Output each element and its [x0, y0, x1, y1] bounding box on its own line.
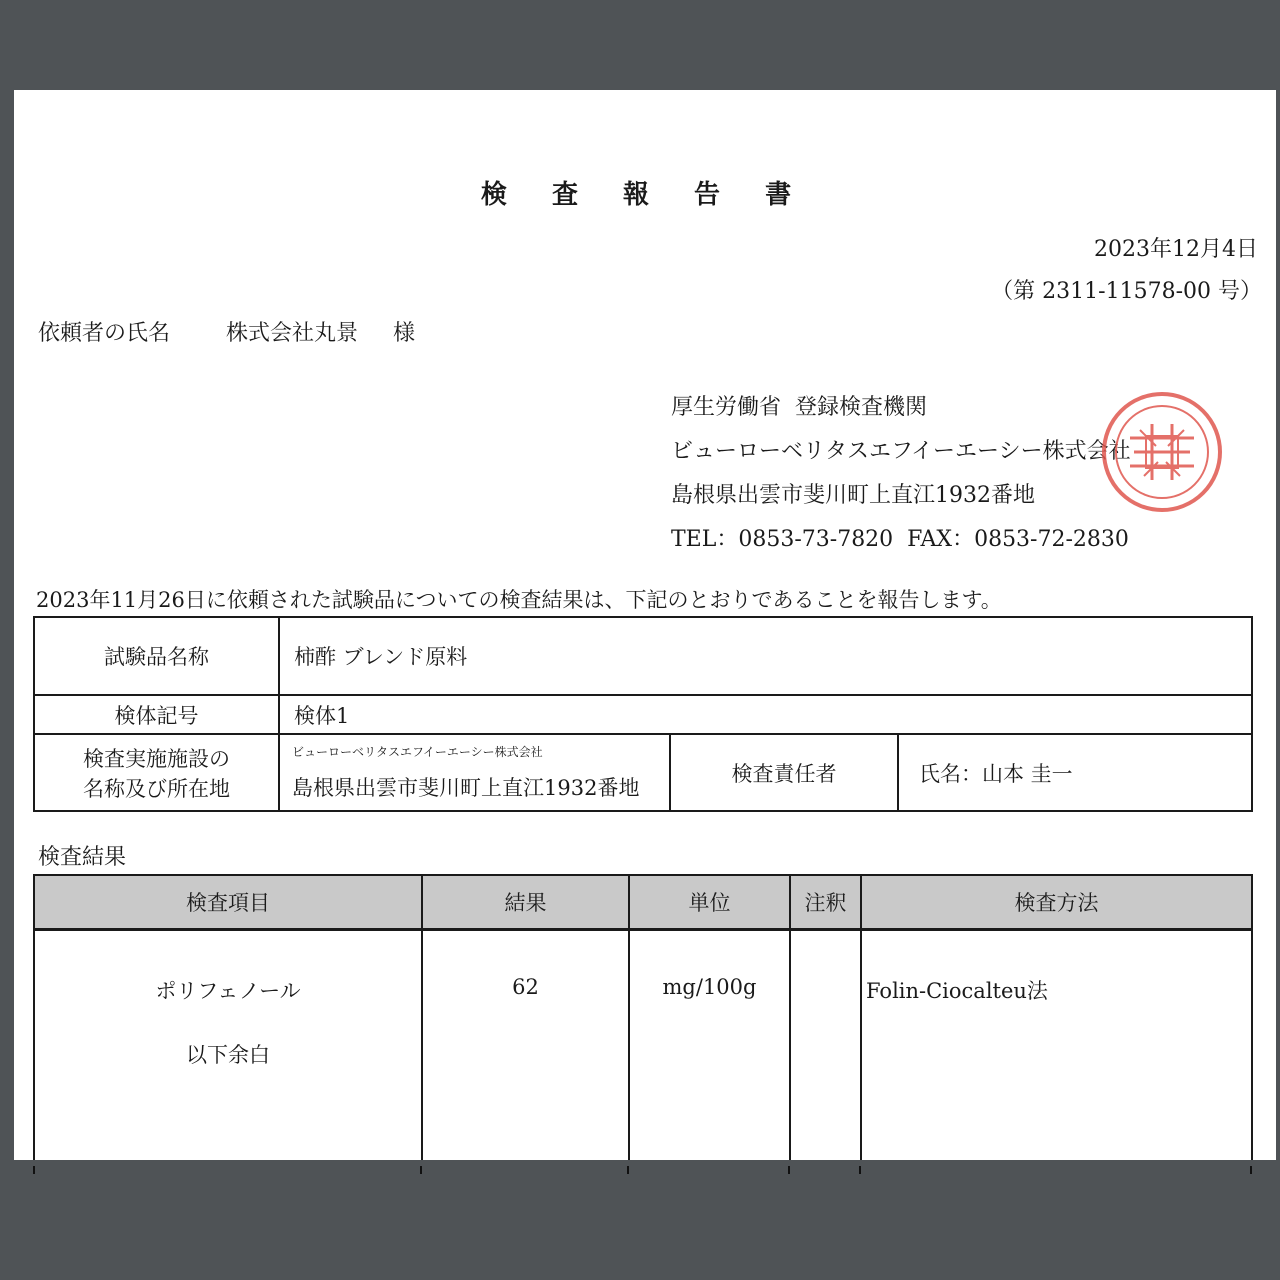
- facility-label-line1: 検査実施施設の: [83, 746, 230, 771]
- manager-name: 氏名：山本 圭一: [898, 734, 1252, 811]
- facility-address: 島根県出雲市斐川町上直江1932番地: [292, 776, 640, 800]
- issuer-company: ビューローベリタスエフイーエーシー株式会社: [671, 439, 1131, 464]
- issuer-block: [671, 386, 1131, 562]
- header-result: 結果: [422, 875, 629, 930]
- info-table: [33, 616, 1253, 812]
- method-value: Folin-Ciocalteu法: [861, 930, 1252, 1161]
- specimen-code: 検体1: [279, 695, 1252, 734]
- client-name: 株式会社丸景: [225, 321, 358, 346]
- sample-name: 柿酢 ブレンド原料: [279, 617, 1252, 695]
- report-date: 2023年12月4日: [1094, 237, 1258, 262]
- page-edge-ticks: [0, 1160, 1280, 1180]
- report-number: （第 2311-11578-00 号）: [991, 279, 1262, 304]
- header-method: 検査方法: [861, 875, 1252, 930]
- tick-mark: [859, 1166, 861, 1174]
- results-section-title: 検査結果: [38, 845, 127, 870]
- manager-label: 検査責任者: [670, 734, 898, 811]
- header-note: 注釈: [790, 875, 861, 930]
- item-cell: [34, 930, 422, 1161]
- client-suffix: 様: [392, 321, 415, 346]
- result-value: 62: [422, 930, 629, 1161]
- document-title: 検 査 報 告 書: [480, 180, 810, 210]
- issuer-address: 島根県出雲市斐川町上直江1932番地: [671, 483, 1035, 508]
- tick-mark: [788, 1166, 790, 1174]
- specimen-label: 検体記号: [34, 695, 279, 734]
- header-unit: 単位: [629, 875, 790, 930]
- issuer-authority: 厚生労働省 登録検査機関: [671, 395, 927, 420]
- table-row: [34, 930, 1252, 1161]
- intro-text: 2023年11月26日に依頼された試験品についての検査結果は、下記のとおりであることを報告します。: [36, 588, 1002, 612]
- tick-mark: [33, 1166, 35, 1174]
- facility-name: ビューローベリタスエフイーエーシー株式会社: [292, 745, 543, 759]
- item-name: ポリフェノール: [155, 979, 301, 1003]
- facility-label-line2: 名称及び所在地: [83, 776, 230, 801]
- tick-mark: [1250, 1166, 1252, 1174]
- results-header-row: [34, 875, 1252, 930]
- client-line: [38, 316, 415, 347]
- unit-value: mg/100g: [629, 930, 790, 1161]
- note-value: [790, 930, 861, 1161]
- issuer-contact: TEL：0853-73-7820 FAX：0853-72-2830: [671, 527, 1129, 552]
- sample-name-label: 試験品名称: [34, 617, 279, 695]
- facility-label: [34, 734, 279, 811]
- results-table: [33, 874, 1253, 1160]
- client-label: 依頼者の氏名: [38, 321, 171, 346]
- tick-mark: [627, 1166, 629, 1174]
- facility-info: [279, 734, 670, 811]
- tick-mark: [420, 1166, 422, 1174]
- seal-stamp-icon: [1100, 390, 1224, 514]
- report-page: [14, 90, 1276, 1160]
- header-item: 検査項目: [34, 875, 422, 930]
- footer-note: 以下余白: [186, 1043, 270, 1067]
